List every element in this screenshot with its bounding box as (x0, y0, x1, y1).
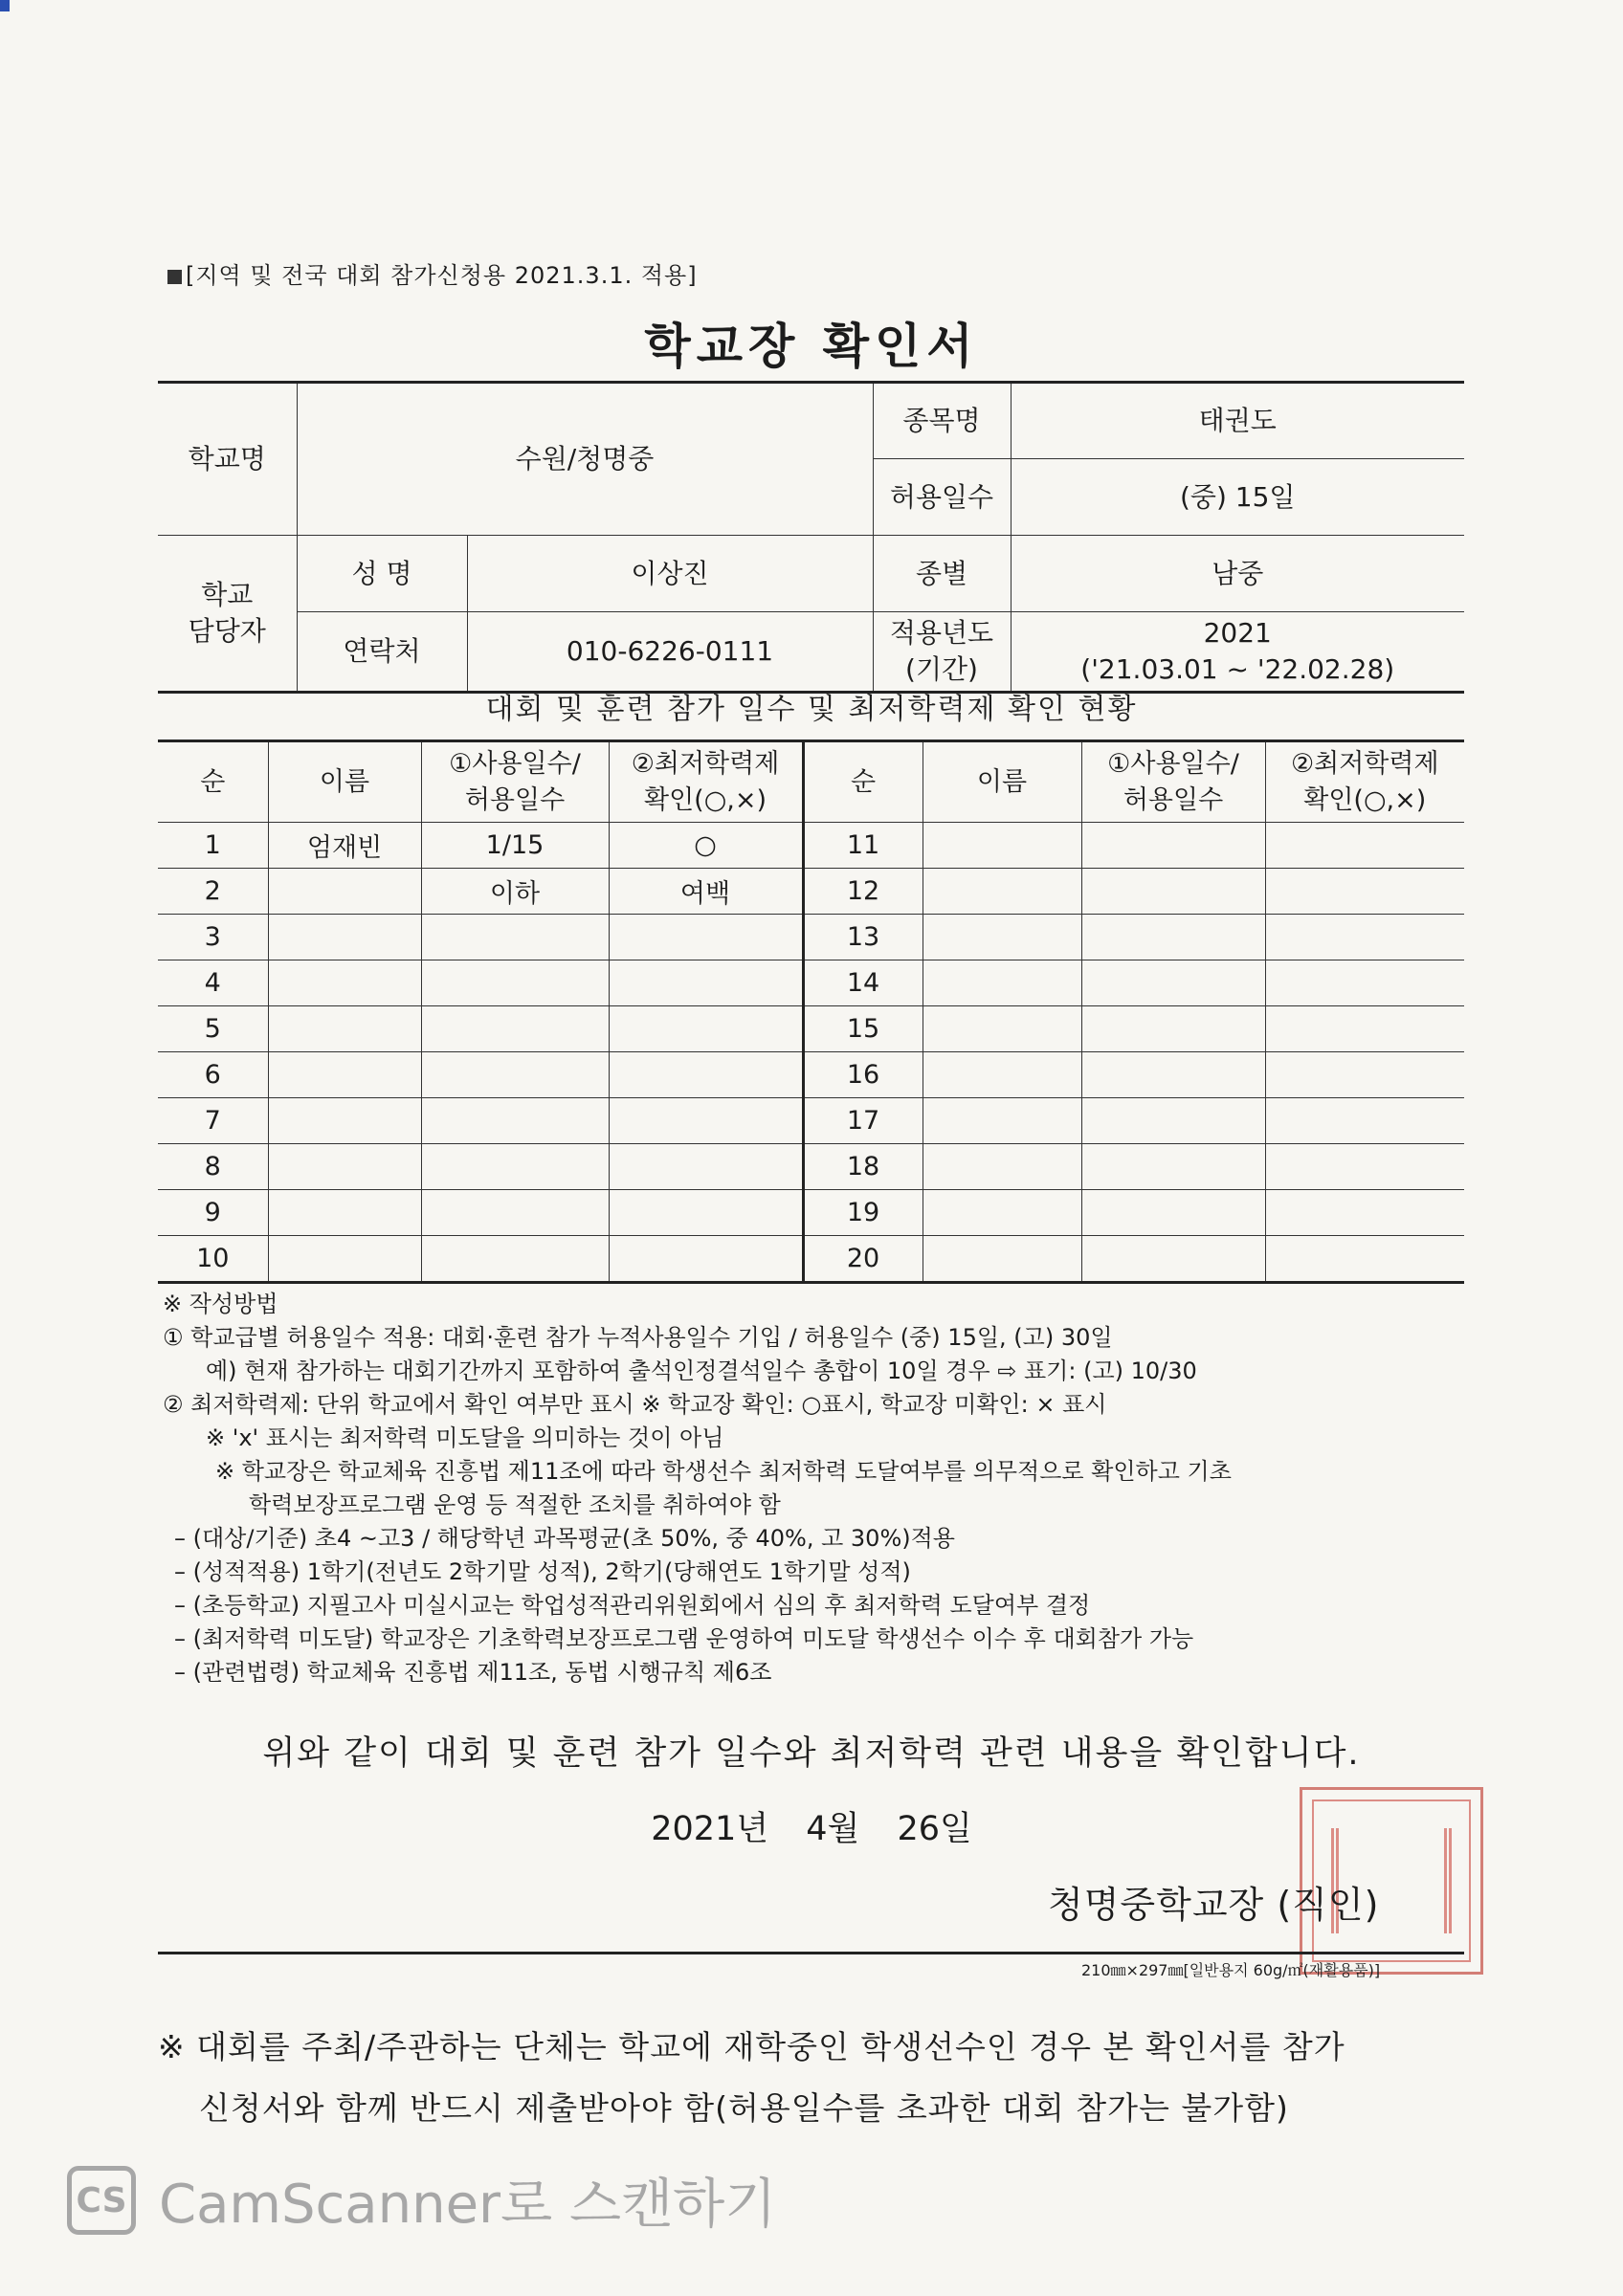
submission-notice (158, 2017, 1498, 2139)
row-days (421, 1144, 609, 1190)
row-acad (609, 960, 803, 1006)
row-no: 16 (803, 1052, 923, 1098)
category-value: 남중 (1011, 536, 1464, 612)
table-row (158, 1052, 1464, 1098)
row-acad (609, 1006, 803, 1052)
year-label-line1: 적용년도 (889, 617, 994, 650)
header-acad (609, 741, 803, 823)
guide-line: ※ 'x' 표시는 최저학력 미도달을 의미하는 것이 아님 (206, 1424, 724, 1451)
row-acad (1265, 1144, 1464, 1190)
row-name (923, 1236, 1081, 1283)
footer-divider (158, 1952, 1464, 1954)
row-no: 10 (158, 1236, 268, 1283)
row-days (1081, 1190, 1265, 1236)
square-bullet-icon (167, 270, 182, 284)
notice-line: 신청서와 함께 반드시 제출받아야 함(허용일수를 초과한 대회 참가는 불가함) (199, 2089, 1289, 2127)
row-acad (1265, 1098, 1464, 1144)
status-table (158, 740, 1464, 1284)
table-row (158, 1006, 1464, 1052)
header-days-line2: 허용일수 (464, 784, 566, 815)
row-no: 14 (803, 960, 923, 1006)
row-acad (609, 1052, 803, 1098)
row-name (268, 1052, 421, 1098)
row-days (421, 960, 609, 1006)
date-day: 26일 (897, 1810, 972, 1848)
table-row (158, 823, 1464, 869)
year-label-line2: (기간) (905, 653, 978, 685)
guide-line: ② 최저학력제: 단위 학교에서 확인 여부만 표시 ※ 학교장 확인: ○표시, 학교장 미확인: × 표시 (163, 1391, 1107, 1418)
guide-line: ※ 학교장은 학교체육 진흥법 제11조에 따라 학생선수 최저학력 도달여부를 의무적으로 확인하고 기초 (215, 1458, 1232, 1485)
header-days (421, 741, 609, 823)
guide-line: – (관련법령) 학교체육 진흥법 제11조, 동법 시행규칙 제6조 (174, 1659, 772, 1686)
row-acad (609, 1098, 803, 1144)
year-value (1011, 612, 1464, 693)
table-row (158, 1236, 1464, 1283)
contact-value: 010-6226-0111 (467, 612, 873, 693)
row-days (421, 1098, 609, 1144)
header-acad (1265, 741, 1464, 823)
header-acad-line2: 확인(○,×) (644, 784, 767, 815)
allowed-days-label: 허용일수 (873, 459, 1011, 536)
guide-line: 예) 현재 참가하는 대회기간까지 포함하여 출석인정결석일수 총합이 10일 경우 ⇨ 표기: (고) 10/30 (206, 1358, 1197, 1384)
row-days (1081, 1098, 1265, 1144)
date-month: 4월 (806, 1810, 860, 1848)
row-name (923, 1190, 1081, 1236)
scan-corner-mark (0, 0, 10, 11)
contact-label: 연락처 (297, 612, 467, 693)
header-acad-line1: ②최저학력제 (1290, 748, 1439, 779)
row-acad (1265, 869, 1464, 915)
principal-signature: 청명중학교장 (직인) (1048, 1884, 1380, 1926)
header-days-line1: ①사용일수/ (449, 748, 581, 779)
guide-heading: ※ 작성방법 (163, 1291, 278, 1317)
year-value-line2: ('21.03.01 ~ '22.02.28) (1080, 653, 1395, 685)
row-acad (1265, 915, 1464, 960)
row-name (268, 1098, 421, 1144)
table-row (158, 915, 1464, 960)
notice-line: ※ 대회를 주최/주관하는 단체는 학교에 재학중인 학생선수인 경우 본 확인서를 참가 (158, 2028, 1345, 2065)
header-days (1081, 741, 1265, 823)
header-note (167, 256, 698, 290)
row-name (923, 1052, 1081, 1098)
row-days (1081, 960, 1265, 1006)
header-name: 이름 (268, 741, 421, 823)
header-days-line1: ①사용일수/ (1107, 748, 1239, 779)
document-title: 학교장 확인서 (644, 319, 979, 374)
camscanner-text: CamScanner로 스캔하기 (159, 2174, 777, 2236)
date-year: 2021년 (651, 1810, 769, 1848)
row-name (923, 960, 1081, 1006)
row-no: 2 (158, 869, 268, 915)
manager-label-line2: 담당자 (188, 615, 266, 647)
row-no: 7 (158, 1098, 268, 1144)
table-row (158, 1144, 1464, 1190)
status-title: 대회 및 훈련 참가 일수 및 최저학력제 확인 현황 (485, 693, 1138, 726)
row-acad (609, 915, 803, 960)
row-name (268, 915, 421, 960)
name-label: 성 명 (297, 536, 467, 612)
row-acad (609, 1190, 803, 1236)
row-days: 1/15 (421, 823, 609, 869)
row-days (421, 1190, 609, 1236)
row-no: 4 (158, 960, 268, 1006)
year-value-line1: 2021 (1203, 617, 1272, 650)
row-days (1081, 1236, 1265, 1283)
row-name (923, 823, 1081, 869)
header-no: 순 (158, 741, 268, 823)
camscanner-logo-icon: CS (67, 2166, 136, 2235)
header-no: 순 (803, 741, 923, 823)
row-name (268, 1190, 421, 1236)
guide-line: – (최저학력 미도달) 학교장은 기초학력보장프로그램 운영하여 미도달 학생선수 이수 후 대회참가 가능 (174, 1625, 1194, 1652)
row-name (268, 1236, 421, 1283)
manager-label (158, 536, 297, 693)
row-days (1081, 869, 1265, 915)
guide-line: ① 학교급별 허용일수 적용: 대회·훈련 참가 누적사용일수 기입 / 허용일수 (중) 15일, (고) 30일 (163, 1324, 1113, 1351)
paper-spec: 210㎜×297㎜[일반용지 60g/㎡(재활용품)] (1081, 1961, 1381, 1979)
status-header-row (158, 741, 1464, 823)
row-acad: 여백 (609, 869, 803, 915)
event-label: 종목명 (873, 383, 1011, 459)
row-days (421, 1006, 609, 1052)
row-days (1081, 1144, 1265, 1190)
row-no: 9 (158, 1190, 268, 1236)
row-acad (1265, 1052, 1464, 1098)
manager-label-line1: 학교 (201, 579, 254, 611)
event-value: 태권도 (1011, 383, 1464, 459)
writing-guide (163, 1288, 1483, 1689)
row-name (923, 1006, 1081, 1052)
row-no: 5 (158, 1006, 268, 1052)
row-no: 15 (803, 1006, 923, 1052)
row-acad (609, 1236, 803, 1283)
header-acad-line1: ②최저학력제 (631, 748, 780, 779)
header-note-text: [지역 및 전국 대회 참가신청용 2021.3.1. 적용] (186, 262, 698, 289)
row-name (923, 1098, 1081, 1144)
row-no: 17 (803, 1098, 923, 1144)
row-no: 1 (158, 823, 268, 869)
row-days (421, 1236, 609, 1283)
row-no: 11 (803, 823, 923, 869)
header-days-line2: 허용일수 (1123, 784, 1224, 815)
row-no: 6 (158, 1052, 268, 1098)
table-row (158, 1098, 1464, 1144)
info-table (158, 381, 1464, 694)
allowed-days-value: (중) 15일 (1011, 459, 1464, 536)
category-label: 종별 (873, 536, 1011, 612)
camscanner-watermark (67, 2162, 776, 2239)
row-acad (1265, 1006, 1464, 1052)
row-no: 12 (803, 869, 923, 915)
row-name (923, 915, 1081, 960)
row-no: 20 (803, 1236, 923, 1283)
row-days: 이하 (421, 869, 609, 915)
header-acad-line2: 확인(○,×) (1303, 784, 1427, 815)
row-name (268, 1144, 421, 1190)
row-no: 3 (158, 915, 268, 960)
confirm-statement: 위와 같이 대회 및 훈련 참가 일수와 최저학력 관련 내용을 확인합니다. (262, 1734, 1361, 1773)
row-days (421, 915, 609, 960)
year-label (873, 612, 1011, 693)
header-name: 이름 (923, 741, 1081, 823)
row-name (268, 1006, 421, 1052)
row-acad (1265, 823, 1464, 869)
guide-line: – (대상/기준) 초4 ~고3 / 해당학년 과목평균(초 50%, 중 40%, 고 30%)적용 (174, 1525, 955, 1552)
guide-line: – (초등학교) 지필고사 미실시교는 학업성적관리위원회에서 심의 후 최저학력 도달여부 결정 (174, 1592, 1091, 1619)
row-name (268, 869, 421, 915)
row-acad (1265, 1190, 1464, 1236)
table-row (158, 1190, 1464, 1236)
row-acad (1265, 1236, 1464, 1283)
row-days (1081, 1052, 1265, 1098)
row-acad: ○ (609, 823, 803, 869)
table-row (158, 869, 1464, 915)
row-no: 19 (803, 1190, 923, 1236)
row-name: 엄재빈 (268, 823, 421, 869)
guide-line: 학력보장프로그램 운영 등 적절한 조치를 취하여야 함 (249, 1491, 781, 1518)
row-days (1081, 1006, 1265, 1052)
row-no: 18 (803, 1144, 923, 1190)
row-days (1081, 823, 1265, 869)
row-no: 8 (158, 1144, 268, 1190)
row-acad (609, 1144, 803, 1190)
row-acad (1265, 960, 1464, 1006)
row-name (268, 960, 421, 1006)
school-value: 수원/청명중 (297, 383, 873, 536)
row-no: 13 (803, 915, 923, 960)
row-name (923, 869, 1081, 915)
guide-line: – (성적적용) 1학기(전년도 2학기말 성적), 2학기(당해연도 1학기말 성적) (174, 1558, 911, 1585)
name-value: 이상진 (467, 536, 873, 612)
row-days (1081, 915, 1265, 960)
school-label: 학교명 (158, 383, 297, 536)
row-name (923, 1144, 1081, 1190)
row-days (421, 1052, 609, 1098)
table-row (158, 960, 1464, 1006)
